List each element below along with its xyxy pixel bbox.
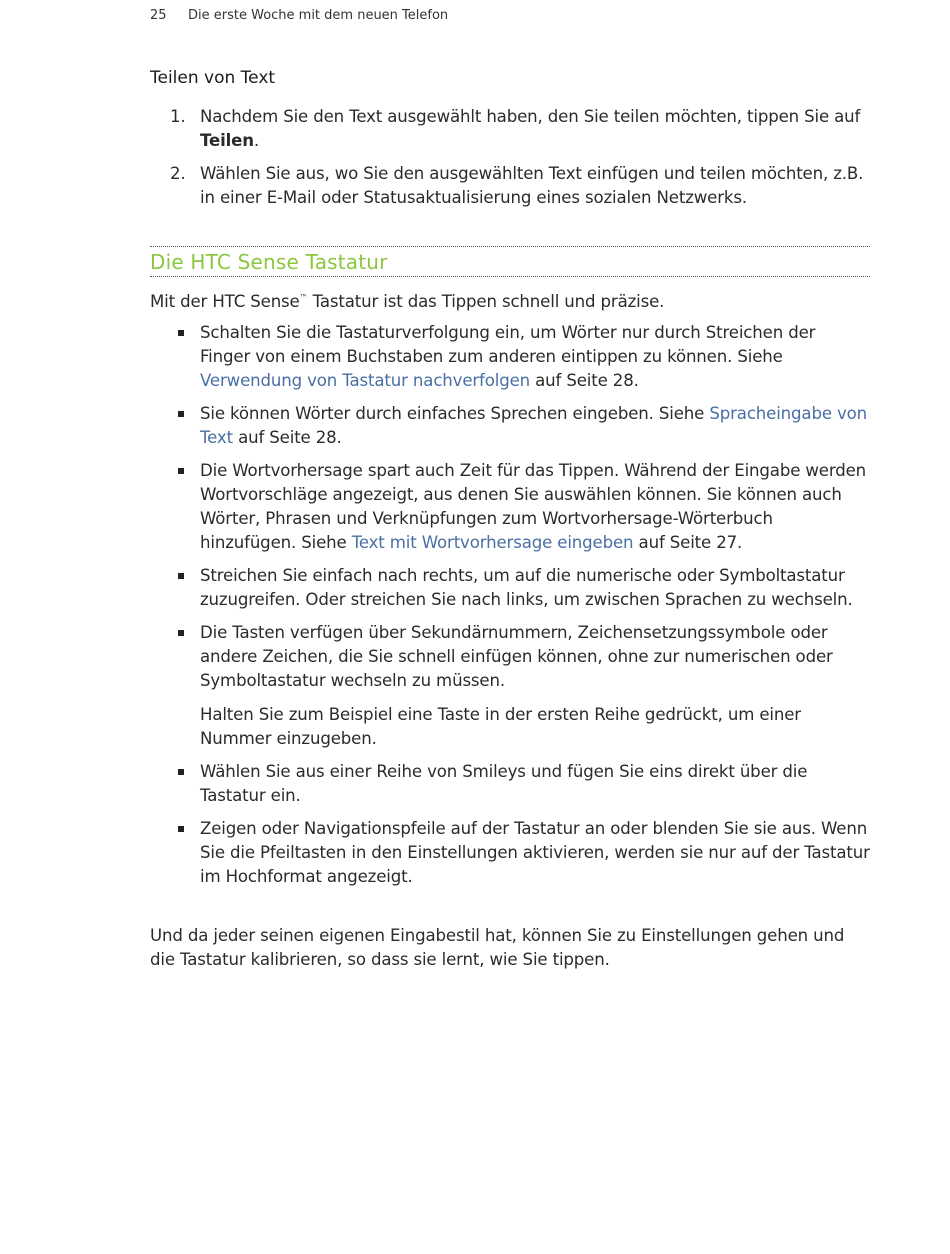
intro-text: Mit der HTC Sense [150, 292, 300, 311]
bullet-text: Streichen Sie einfach nach rechts, um auf die numerische oder Symboltastatur zuzugreifen. Oder streichen Sie nach links, um zwischen Sprachen zu wechseln. [200, 566, 853, 609]
bullet-text: Wählen Sie aus einer Reihe von Smileys und fügen Sie eins direkt über die Tastatur ein. [200, 762, 808, 805]
intro-text-end: Tastatur ist das Tippen schnell und präzise. [307, 292, 665, 311]
bullet-text-end: auf Seite 27. [633, 533, 743, 552]
bullet-text-end: auf Seite 28. [232, 428, 342, 447]
closing-paragraph: Und da jeder seinen eigenen Eingabestil hat, können Sie zu Einstellungen gehen und die Tastatur kalibrieren, so dass sie lernt, wie Sie tippen. [150, 926, 845, 969]
bullet-extra-text: Halten Sie zum Beispiel eine Taste in der ersten Reihe gedrückt, um einer Nummer einzugeben. [200, 705, 801, 748]
section-intro [150, 286, 870, 314]
trademark-symbol: ™ [299, 293, 308, 302]
step-number: 2. [170, 164, 186, 183]
link-wortvorhersage[interactable]: Text mit Wortvorhersage eingeben [351, 533, 634, 552]
link-spracheingabe[interactable]: Spracheingabe von Text [200, 404, 868, 447]
share-steps-list [150, 105, 870, 219]
bullet-square-icon [178, 330, 184, 336]
step-item [150, 162, 870, 210]
bullet-square-icon [178, 573, 184, 579]
step-number: 1. [170, 107, 186, 126]
step-text-end: . [253, 131, 260, 150]
bullet-item [150, 817, 870, 889]
bullet-square-icon [178, 826, 184, 832]
bullet-square-icon [178, 630, 184, 636]
step-text: Nachdem Sie den Text ausgewählt haben, den Sie teilen möchten, tippen Sie auf [200, 107, 861, 126]
chapter-title: Die erste Woche mit dem neuen Telefon [188, 8, 449, 23]
bullet-text: Sie können Wörter durch einfaches Sprechen eingeben. Siehe [200, 404, 710, 423]
bullet-item [150, 321, 870, 393]
share-text-heading: Teilen von Text [150, 68, 276, 88]
running-header [150, 8, 448, 23]
bullet-item [150, 621, 870, 751]
bullet-square-icon [178, 411, 184, 417]
bullet-item [150, 760, 870, 808]
step-text: Wählen Sie aus, wo Sie den ausgewählten Text einfügen und teilen möchten, z.B. in einer E-Mail oder Statusaktualisierung eines sozialen Netzwerks. [200, 164, 864, 207]
section-heading-bar [150, 246, 870, 277]
bullet-text: Schalten Sie die Tastaturverfolgung ein, um Wörter nur durch Streichen der Finger von einem Buchstaben zum anderen eintippen zu können. Siehe [200, 323, 816, 366]
bullet-item [150, 459, 870, 555]
step-item [150, 105, 870, 153]
section-title: Die HTC Sense Tastatur [150, 250, 388, 274]
page-number: 25 [150, 8, 167, 23]
bullet-text: Die Wortvorhersage spart auch Zeit für das Tippen. Während der Eingabe werden Wortvorschläge angezeigt, aus denen Sie auswählen können. Sie können auch Wörter, Phrasen und Verknüpfungen zum Wortvorhersage-Wörterbuch hinzufügen. Siehe [200, 461, 867, 552]
bullet-item [150, 564, 870, 612]
bullet-text: Die Tasten verfügen über Sekundärnummern, Zeichensetzungssymbole oder andere Zeichen, die Sie schnell einfügen können, ohne zur numerischen oder Symboltastatur wechseln zu müssen. [200, 623, 833, 690]
bullet-text: Zeigen oder Navigationspfeile auf der Tastatur an oder blenden Sie sie aus. Wenn Sie die Pfeiltasten in den Einstellungen aktivieren, werden sie nur auf der Tastatur im Hochformat angezeigt. [200, 819, 870, 886]
link-tastatur-nachverfolgen[interactable]: Verwendung von Tastatur nachverfolgen [200, 371, 531, 390]
feature-bullet-list [150, 321, 870, 898]
bullet-text-end: auf Seite 28. [530, 371, 639, 390]
bullet-item [150, 402, 870, 450]
bullet-square-icon [178, 769, 184, 775]
share-button-label: Teilen [200, 131, 254, 150]
bullet-square-icon [178, 468, 184, 474]
